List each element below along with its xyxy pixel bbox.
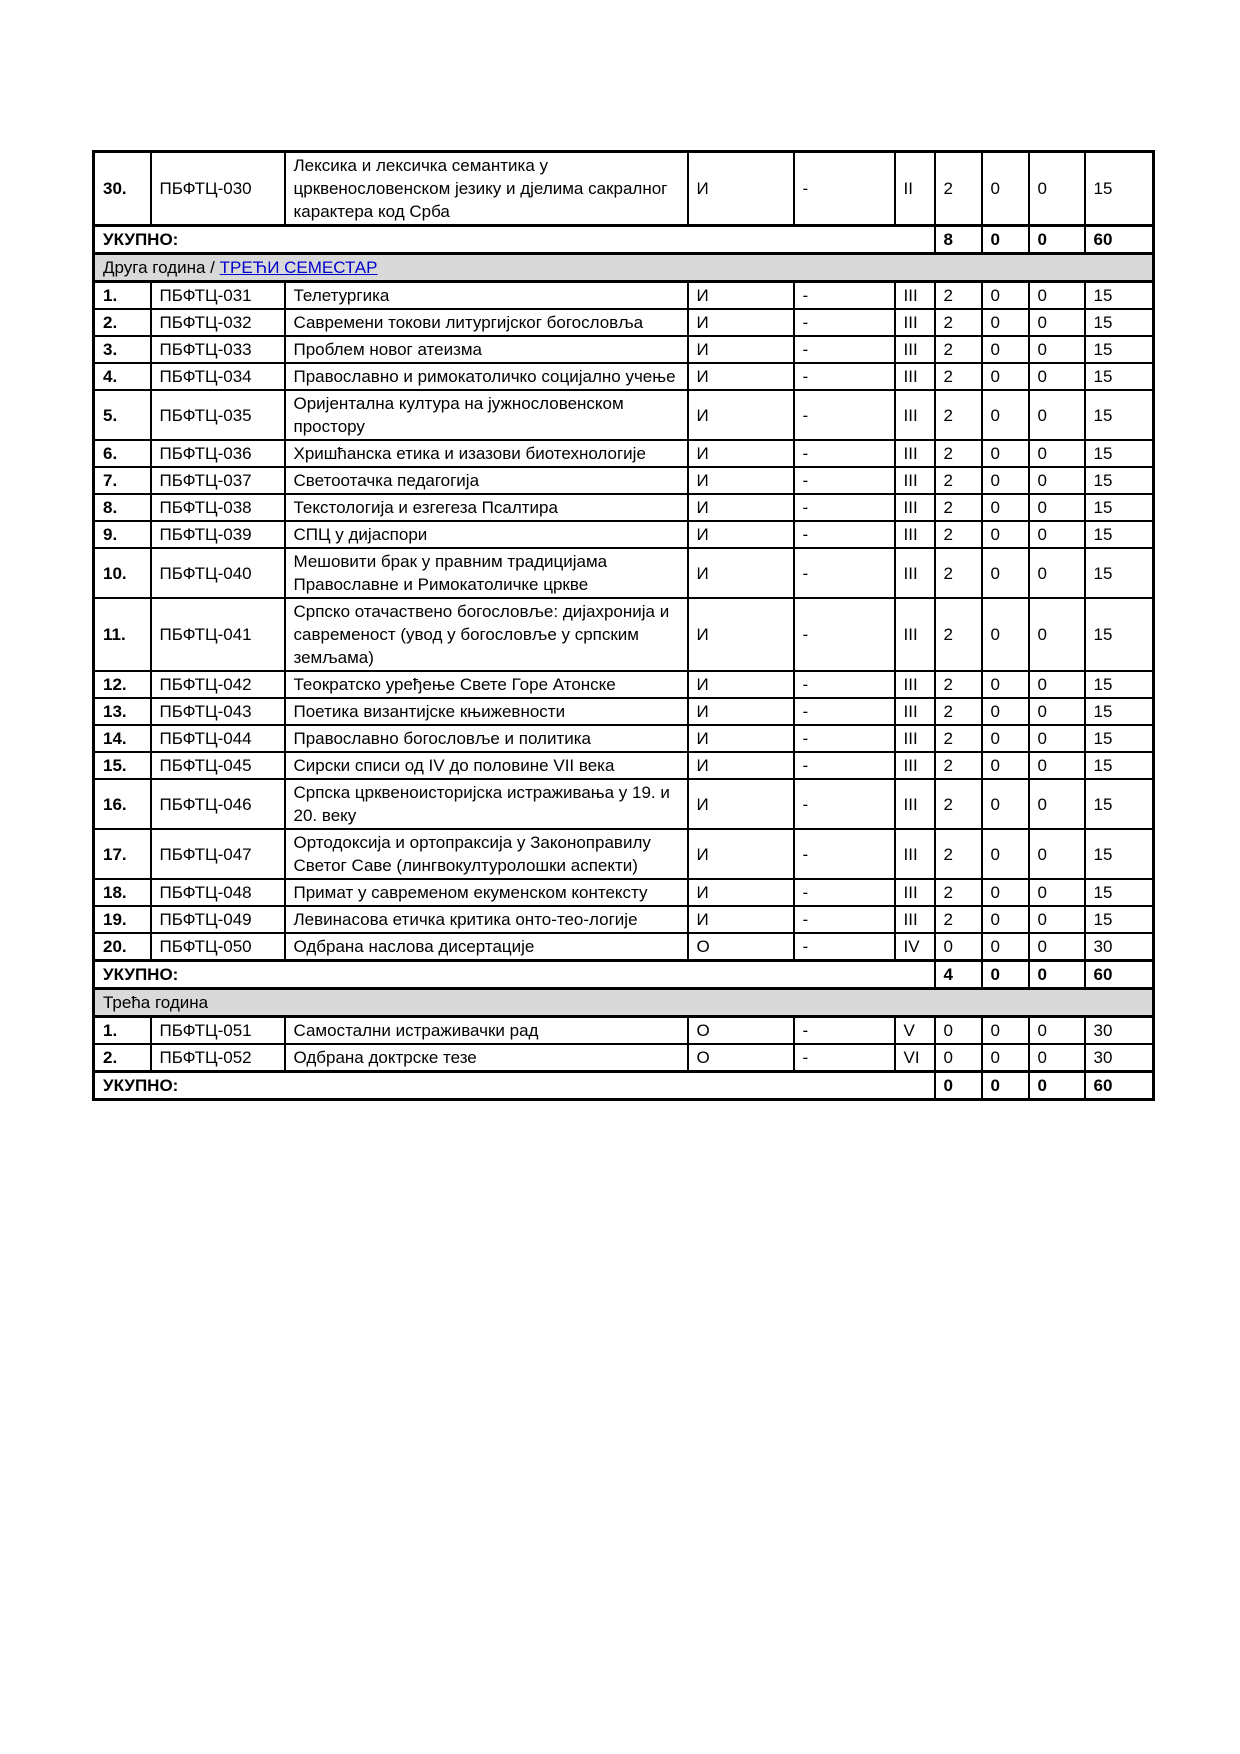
course-prerequisite: - — [794, 1044, 895, 1072]
course-status: И — [688, 752, 794, 779]
table-row — [94, 467, 1154, 494]
course-prerequisite: - — [794, 698, 895, 725]
other-hours: 0 — [1029, 879, 1085, 906]
course-prerequisite: - — [794, 906, 895, 933]
other-hours: 0 — [1029, 671, 1085, 698]
course-number: 14. — [94, 725, 151, 752]
ects-credits: 15 — [1085, 829, 1154, 879]
course-code: ПБФТЦ-050 — [151, 933, 285, 961]
course-number: 12. — [94, 671, 151, 698]
ects-credits: 15 — [1085, 548, 1154, 598]
other-hours: 0 — [1029, 309, 1085, 336]
course-semester: III — [895, 390, 935, 440]
course-name: Самостални истраживачки рад — [285, 1017, 688, 1045]
course-prerequisite: - — [794, 879, 895, 906]
exercise-hours: 0 — [982, 1044, 1029, 1072]
year2-total — [94, 961, 1154, 989]
course-semester: III — [895, 309, 935, 336]
exercise-hours: 0 — [982, 933, 1029, 961]
table-row — [94, 879, 1154, 906]
exercise-hours: 0 — [982, 906, 1029, 933]
ects-credits: 15 — [1085, 906, 1154, 933]
total-row — [94, 226, 1154, 254]
total-label: УКУПНО: — [94, 1072, 935, 1100]
semester-link[interactable]: ТРЕЋИ СЕМЕСТАР — [219, 258, 378, 277]
ects-credits: 30 — [1085, 1044, 1154, 1072]
total-ects: 60 — [1085, 1072, 1154, 1100]
course-status: О — [688, 1017, 794, 1045]
total-other-hours: 0 — [1029, 226, 1085, 254]
course-semester: III — [895, 752, 935, 779]
lecture-hours: 2 — [935, 282, 982, 310]
course-code: ПБФТЦ-040 — [151, 548, 285, 598]
course-code: ПБФТЦ-035 — [151, 390, 285, 440]
course-code: ПБФТЦ-047 — [151, 829, 285, 879]
total-label: УКУПНО: — [94, 961, 935, 989]
other-hours: 0 — [1029, 598, 1085, 671]
section-year-label: Друга година / — [103, 258, 220, 277]
course-prerequisite: - — [794, 779, 895, 829]
course-number: 6. — [94, 440, 151, 467]
ects-credits: 15 — [1085, 671, 1154, 698]
exercise-hours: 0 — [982, 521, 1029, 548]
course-number: 19. — [94, 906, 151, 933]
course-prerequisite: - — [794, 725, 895, 752]
course-semester: III — [895, 829, 935, 879]
year2-header — [94, 254, 1154, 282]
course-name: Савремени токови литургијског богословља — [285, 309, 688, 336]
course-semester: V — [895, 1017, 935, 1045]
course-code: ПБФТЦ-033 — [151, 336, 285, 363]
course-status: И — [688, 698, 794, 725]
lecture-hours: 0 — [935, 933, 982, 961]
ects-credits: 15 — [1085, 521, 1154, 548]
total-ects: 60 — [1085, 961, 1154, 989]
exercise-hours: 0 — [982, 598, 1029, 671]
course-prerequisite: - — [794, 521, 895, 548]
course-semester: III — [895, 725, 935, 752]
course-prerequisite: - — [794, 363, 895, 390]
table-row — [94, 725, 1154, 752]
lecture-hours: 0 — [935, 1044, 982, 1072]
course-name: Примат у савременом екуменском контексту — [285, 879, 688, 906]
year1-total — [94, 226, 1154, 254]
course-code: ПБФТЦ-045 — [151, 752, 285, 779]
ects-credits: 15 — [1085, 598, 1154, 671]
course-status: И — [688, 309, 794, 336]
course-semester: VI — [895, 1044, 935, 1072]
course-status: И — [688, 467, 794, 494]
course-status: И — [688, 363, 794, 390]
table-row — [94, 598, 1154, 671]
course-name: Православно богословље и политика — [285, 725, 688, 752]
ects-credits: 30 — [1085, 1017, 1154, 1045]
course-number: 8. — [94, 494, 151, 521]
lecture-hours: 2 — [935, 829, 982, 879]
section-title — [94, 254, 1154, 282]
lecture-hours: 2 — [935, 725, 982, 752]
course-status: И — [688, 725, 794, 752]
course-prerequisite: - — [794, 494, 895, 521]
course-status: И — [688, 598, 794, 671]
course-code: ПБФТЦ-048 — [151, 879, 285, 906]
course-number: 30. — [94, 152, 151, 226]
total-lecture-hours: 8 — [935, 226, 982, 254]
lecture-hours: 2 — [935, 779, 982, 829]
other-hours: 0 — [1029, 933, 1085, 961]
course-prerequisite: - — [794, 752, 895, 779]
course-number: 13. — [94, 698, 151, 725]
section-row-year3 — [94, 989, 1154, 1017]
course-number: 15. — [94, 752, 151, 779]
course-number: 9. — [94, 521, 151, 548]
exercise-hours: 0 — [982, 698, 1029, 725]
course-name: Одбрана доктрске тезе — [285, 1044, 688, 1072]
year2-rows — [94, 282, 1154, 961]
exercise-hours: 0 — [982, 879, 1029, 906]
table-row — [94, 671, 1154, 698]
exercise-hours: 0 — [982, 390, 1029, 440]
course-name: Поетика византијске књижевности — [285, 698, 688, 725]
course-semester: III — [895, 336, 935, 363]
course-number: 4. — [94, 363, 151, 390]
other-hours: 0 — [1029, 467, 1085, 494]
course-status: О — [688, 933, 794, 961]
course-prerequisite: - — [794, 598, 895, 671]
year3-header — [94, 989, 1154, 1017]
course-prerequisite: - — [794, 440, 895, 467]
lecture-hours: 0 — [935, 1017, 982, 1045]
course-status: И — [688, 906, 794, 933]
year3-rows — [94, 1017, 1154, 1072]
course-name: СПЦ у дијаспори — [285, 521, 688, 548]
exercise-hours: 0 — [982, 494, 1029, 521]
table-row — [94, 152, 1154, 226]
course-semester: III — [895, 282, 935, 310]
total-exercise-hours: 0 — [982, 1072, 1029, 1100]
other-hours: 0 — [1029, 152, 1085, 226]
lecture-hours: 2 — [935, 390, 982, 440]
course-code: ПБФТЦ-046 — [151, 779, 285, 829]
other-hours: 0 — [1029, 363, 1085, 390]
course-code: ПБФТЦ-051 — [151, 1017, 285, 1045]
total-ects: 60 — [1085, 226, 1154, 254]
ects-credits: 15 — [1085, 152, 1154, 226]
total-row — [94, 961, 1154, 989]
other-hours: 0 — [1029, 282, 1085, 310]
course-status: И — [688, 671, 794, 698]
lecture-hours: 2 — [935, 152, 982, 226]
course-code: ПБФТЦ-031 — [151, 282, 285, 310]
exercise-hours: 0 — [982, 440, 1029, 467]
lecture-hours: 2 — [935, 671, 982, 698]
course-status: И — [688, 440, 794, 467]
lecture-hours: 2 — [935, 521, 982, 548]
lecture-hours: 2 — [935, 548, 982, 598]
course-semester: III — [895, 879, 935, 906]
ects-credits: 15 — [1085, 363, 1154, 390]
ects-credits: 15 — [1085, 779, 1154, 829]
lecture-hours: 2 — [935, 440, 982, 467]
lecture-hours: 2 — [935, 309, 982, 336]
other-hours: 0 — [1029, 1017, 1085, 1045]
lecture-hours: 2 — [935, 906, 982, 933]
course-code: ПБФТЦ-030 — [151, 152, 285, 226]
course-status: И — [688, 548, 794, 598]
course-name: Српска црквеноисторијска истраживања у 19. и 20. веку — [285, 779, 688, 829]
course-status: И — [688, 521, 794, 548]
ects-credits: 15 — [1085, 309, 1154, 336]
ects-credits: 15 — [1085, 440, 1154, 467]
course-semester: II — [895, 152, 935, 226]
lecture-hours: 2 — [935, 363, 982, 390]
total-lecture-hours: 4 — [935, 961, 982, 989]
course-name: Одбрана наслова дисертације — [285, 933, 688, 961]
table-row — [94, 1044, 1154, 1072]
course-prerequisite: - — [794, 390, 895, 440]
total-exercise-hours: 0 — [982, 961, 1029, 989]
other-hours: 0 — [1029, 698, 1085, 725]
other-hours: 0 — [1029, 752, 1085, 779]
course-semester: III — [895, 440, 935, 467]
lecture-hours: 2 — [935, 879, 982, 906]
course-semester: III — [895, 598, 935, 671]
table-row — [94, 779, 1154, 829]
course-number: 1. — [94, 1017, 151, 1045]
course-semester: III — [895, 363, 935, 390]
exercise-hours: 0 — [982, 725, 1029, 752]
table-row — [94, 336, 1154, 363]
table-row — [94, 363, 1154, 390]
course-code: ПБФТЦ-052 — [151, 1044, 285, 1072]
course-code: ПБФТЦ-042 — [151, 671, 285, 698]
course-status: И — [688, 779, 794, 829]
course-code: ПБФТЦ-036 — [151, 440, 285, 467]
course-number: 5. — [94, 390, 151, 440]
course-status: И — [688, 879, 794, 906]
course-code: ПБФТЦ-044 — [151, 725, 285, 752]
course-semester: III — [895, 494, 935, 521]
ects-credits: 15 — [1085, 336, 1154, 363]
course-status: О — [688, 1044, 794, 1072]
course-number: 20. — [94, 933, 151, 961]
course-name: Лексика и лексичка семантика у црквенословенском језику и дјелима сакралног карактера код Срба — [285, 152, 688, 226]
course-code: ПБФТЦ-037 — [151, 467, 285, 494]
course-prerequisite: - — [794, 671, 895, 698]
course-name: Светоотачка педагогија — [285, 467, 688, 494]
total-lecture-hours: 0 — [935, 1072, 982, 1100]
course-prerequisite: - — [794, 282, 895, 310]
course-number: 16. — [94, 779, 151, 829]
course-semester: III — [895, 467, 935, 494]
course-name: Мешовити брак у правним традицијама Православне и Римокатоличке цркве — [285, 548, 688, 598]
ects-credits: 15 — [1085, 879, 1154, 906]
course-status: И — [688, 494, 794, 521]
exercise-hours: 0 — [982, 548, 1029, 598]
year1-tail-rows — [94, 152, 1154, 226]
lecture-hours: 2 — [935, 598, 982, 671]
section-row-year2 — [94, 254, 1154, 282]
other-hours: 0 — [1029, 829, 1085, 879]
lecture-hours: 2 — [935, 698, 982, 725]
course-name: Теократско уређење Свете Горе Атонске — [285, 671, 688, 698]
course-semester: III — [895, 548, 935, 598]
table-row — [94, 440, 1154, 467]
table-row — [94, 390, 1154, 440]
course-code: ПБФТЦ-038 — [151, 494, 285, 521]
course-number: 11. — [94, 598, 151, 671]
total-exercise-hours: 0 — [982, 226, 1029, 254]
course-number: 10. — [94, 548, 151, 598]
table-row — [94, 752, 1154, 779]
course-prerequisite: - — [794, 152, 895, 226]
course-prerequisite: - — [794, 336, 895, 363]
course-status: И — [688, 336, 794, 363]
other-hours: 0 — [1029, 440, 1085, 467]
ects-credits: 15 — [1085, 282, 1154, 310]
exercise-hours: 0 — [982, 829, 1029, 879]
other-hours: 0 — [1029, 725, 1085, 752]
ects-credits: 15 — [1085, 725, 1154, 752]
course-name: Православно и римокатоличко социјално учење — [285, 363, 688, 390]
total-label: УКУПНО: — [94, 226, 935, 254]
other-hours: 0 — [1029, 548, 1085, 598]
course-number: 7. — [94, 467, 151, 494]
course-name: Сирски списи од IV до половине VII века — [285, 752, 688, 779]
other-hours: 0 — [1029, 390, 1085, 440]
course-name: Левинасова етичка критика онто-тео-логије — [285, 906, 688, 933]
course-semester: III — [895, 671, 935, 698]
other-hours: 0 — [1029, 494, 1085, 521]
lecture-hours: 2 — [935, 494, 982, 521]
exercise-hours: 0 — [982, 363, 1029, 390]
curriculum-sheet — [92, 150, 1152, 1101]
course-number: 2. — [94, 1044, 151, 1072]
total-row — [94, 1072, 1154, 1100]
course-prerequisite: - — [794, 548, 895, 598]
table-row — [94, 282, 1154, 310]
exercise-hours: 0 — [982, 752, 1029, 779]
other-hours: 0 — [1029, 521, 1085, 548]
course-prerequisite: - — [794, 1017, 895, 1045]
table-row — [94, 906, 1154, 933]
course-semester: IV — [895, 933, 935, 961]
course-number: 17. — [94, 829, 151, 879]
course-code: ПБФТЦ-049 — [151, 906, 285, 933]
course-semester: III — [895, 779, 935, 829]
course-code: ПБФТЦ-041 — [151, 598, 285, 671]
course-code: ПБФТЦ-039 — [151, 521, 285, 548]
table-row — [94, 548, 1154, 598]
course-prerequisite: - — [794, 309, 895, 336]
course-status: И — [688, 282, 794, 310]
course-number: 3. — [94, 336, 151, 363]
course-number: 18. — [94, 879, 151, 906]
course-code: ПБФТЦ-043 — [151, 698, 285, 725]
other-hours: 0 — [1029, 906, 1085, 933]
course-name: Оријентална култура на јужнословенском простору — [285, 390, 688, 440]
course-status: И — [688, 390, 794, 440]
exercise-hours: 0 — [982, 282, 1029, 310]
course-status: И — [688, 152, 794, 226]
course-prerequisite: - — [794, 829, 895, 879]
section-title: Трећа година — [94, 989, 1154, 1017]
course-name: Српско отачаствено богословље: дијахронија и савременост (увод у богословље у српским земљама) — [285, 598, 688, 671]
ects-credits: 15 — [1085, 698, 1154, 725]
course-name: Телетургика — [285, 282, 688, 310]
table-row — [94, 829, 1154, 879]
exercise-hours: 0 — [982, 1017, 1029, 1045]
lecture-hours: 2 — [935, 752, 982, 779]
course-name: Ортодоксија и ортопраксија у Законоправилу Светог Саве (лингвокултуролошки аспекти) — [285, 829, 688, 879]
course-semester: III — [895, 698, 935, 725]
exercise-hours: 0 — [982, 309, 1029, 336]
total-other-hours: 0 — [1029, 961, 1085, 989]
course-prerequisite: - — [794, 933, 895, 961]
exercise-hours: 0 — [982, 467, 1029, 494]
course-number: 2. — [94, 309, 151, 336]
other-hours: 0 — [1029, 1044, 1085, 1072]
year3-total — [94, 1072, 1154, 1100]
ects-credits: 15 — [1085, 390, 1154, 440]
other-hours: 0 — [1029, 336, 1085, 363]
table-row — [94, 1017, 1154, 1045]
course-name: Хришћанска етика и изазови биотехнологије — [285, 440, 688, 467]
course-code: ПБФТЦ-032 — [151, 309, 285, 336]
course-semester: III — [895, 906, 935, 933]
course-name: Проблем новог атеизма — [285, 336, 688, 363]
lecture-hours: 2 — [935, 467, 982, 494]
table-row — [94, 309, 1154, 336]
course-semester: III — [895, 521, 935, 548]
other-hours: 0 — [1029, 779, 1085, 829]
exercise-hours: 0 — [982, 336, 1029, 363]
course-code: ПБФТЦ-034 — [151, 363, 285, 390]
ects-credits: 30 — [1085, 933, 1154, 961]
course-status: И — [688, 829, 794, 879]
ects-credits: 15 — [1085, 494, 1154, 521]
curriculum-table — [92, 150, 1155, 1101]
lecture-hours: 2 — [935, 336, 982, 363]
exercise-hours: 0 — [982, 152, 1029, 226]
ects-credits: 15 — [1085, 752, 1154, 779]
table-row — [94, 494, 1154, 521]
table-row — [94, 933, 1154, 961]
ects-credits: 15 — [1085, 467, 1154, 494]
course-number: 1. — [94, 282, 151, 310]
exercise-hours: 0 — [982, 779, 1029, 829]
table-row — [94, 698, 1154, 725]
table-row — [94, 521, 1154, 548]
course-prerequisite: - — [794, 467, 895, 494]
total-other-hours: 0 — [1029, 1072, 1085, 1100]
course-name: Текстологија и езгегеза Псалтира — [285, 494, 688, 521]
exercise-hours: 0 — [982, 671, 1029, 698]
